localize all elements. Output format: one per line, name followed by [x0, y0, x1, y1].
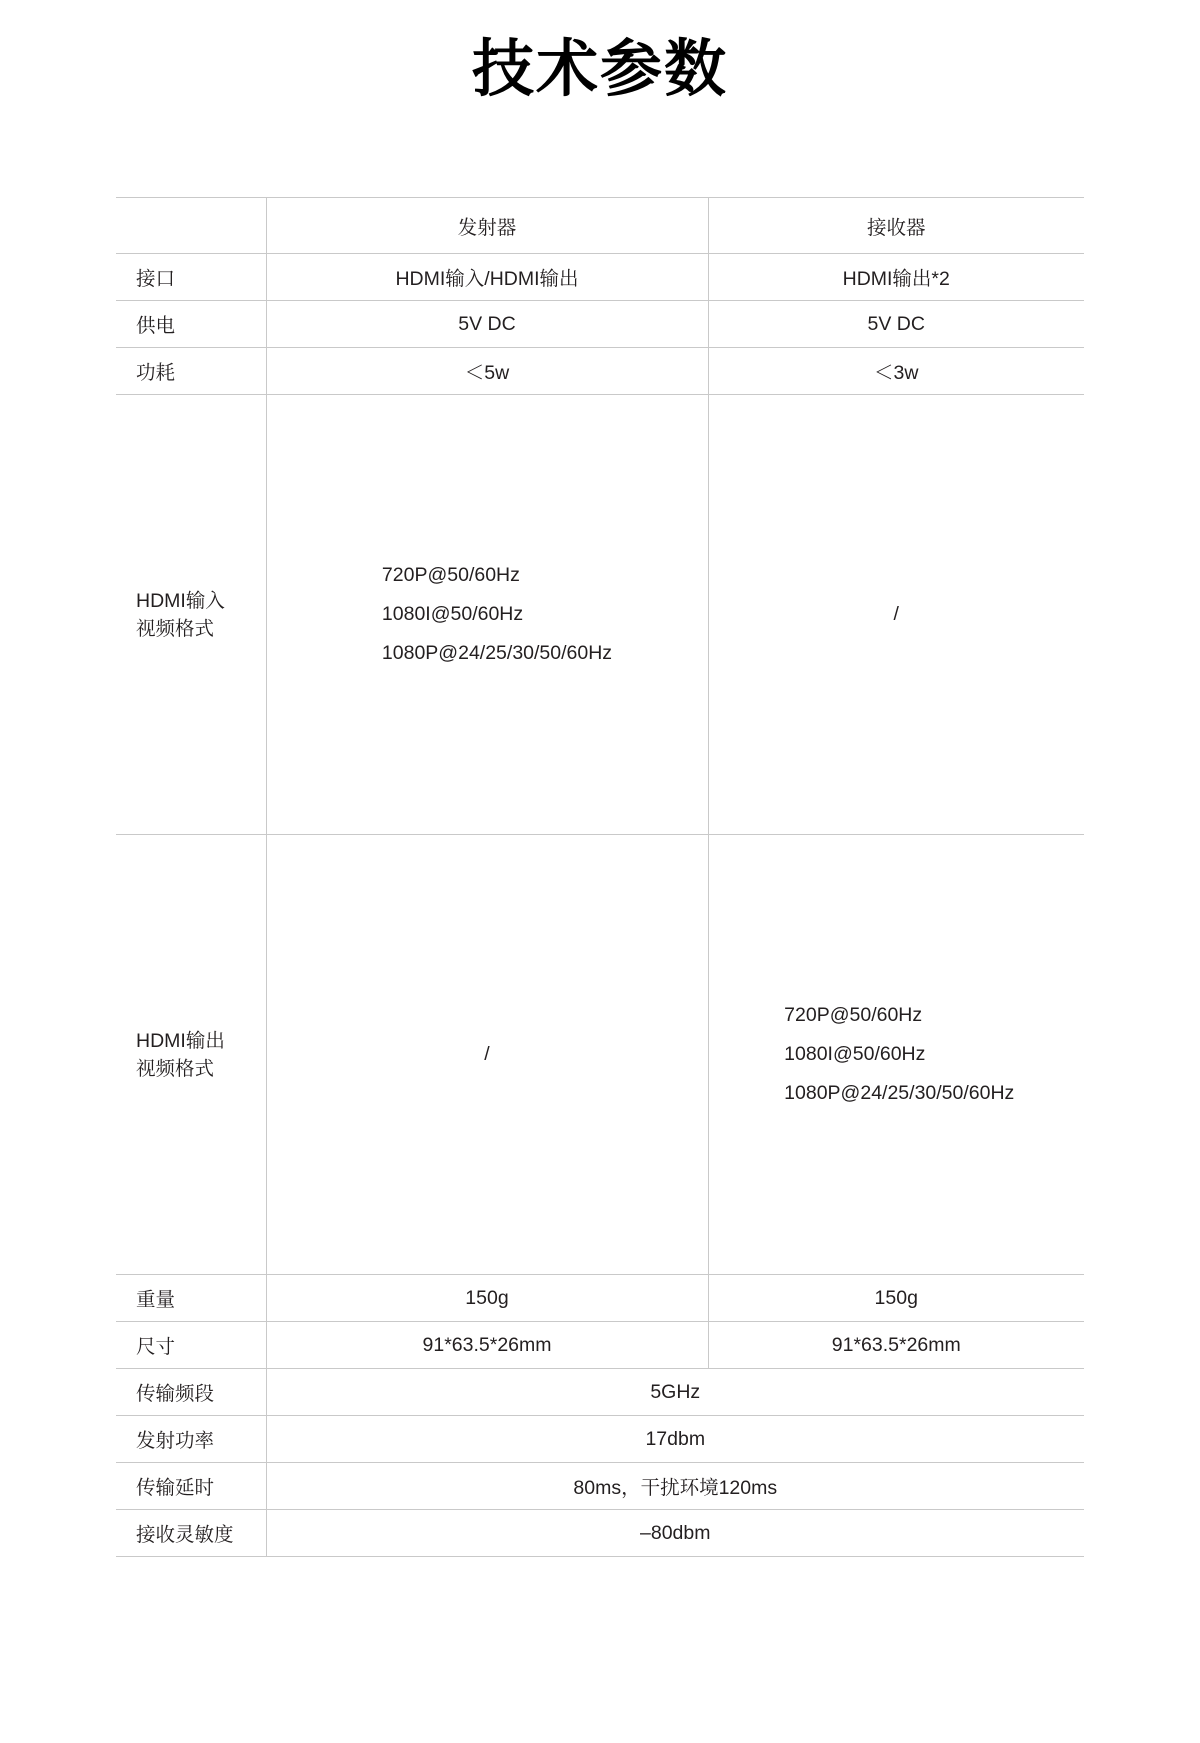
table-row [116, 395, 1084, 835]
table-row [116, 1416, 1084, 1463]
row-label-interface: 接口 [116, 254, 266, 301]
row-label-power-supply: 供电 [116, 301, 266, 348]
video-format-line: 720P@50/60Hz [784, 1004, 923, 1027]
video-format-line: 1080I@50/60Hz [381, 603, 524, 626]
row-label-hdmi-output-video-format [116, 835, 266, 1275]
cell-receiver-weight: 150g [708, 1275, 1084, 1322]
row-label-line2: 视频格式 [136, 617, 215, 640]
cell-transmitter-hdmi-output-video-format: / [266, 835, 708, 1275]
table-row [116, 301, 1084, 348]
cell-transmission-band: 5GHz [266, 1369, 1084, 1416]
row-label-line1: HDMI输入 [136, 589, 225, 612]
table-row [116, 1369, 1084, 1416]
row-label-hdmi-input-video-format [116, 395, 266, 835]
table-row [116, 1275, 1084, 1322]
cell-transmitter-interface: HDMI输入/HDMI输出 [266, 254, 708, 301]
cell-receiver-power-supply: 5V DC [708, 301, 1084, 348]
video-format-line: 1080P@24/25/30/50/60Hz [784, 1082, 1015, 1105]
table-row [116, 1322, 1084, 1369]
row-label-transmission-band: 传输频段 [116, 1369, 266, 1416]
table-row [116, 348, 1084, 395]
row-label-transmit-power: 发射功率 [116, 1416, 266, 1463]
cell-receiver-power-consumption: ＜3w [708, 348, 1084, 395]
cell-transmitter-hdmi-input-video-format [266, 395, 708, 835]
row-label-power-consumption: 功耗 [116, 348, 266, 395]
video-format-line: 1080P@24/25/30/50/60Hz [381, 642, 613, 665]
table-row [116, 254, 1084, 301]
video-format-line: 720P@50/60Hz [381, 564, 520, 587]
cell-receiver-interface: HDMI输出*2 [708, 254, 1084, 301]
column-header-receiver: 接收器 [708, 198, 1084, 254]
table-row [116, 835, 1084, 1275]
spec-table-container [116, 105, 1084, 1557]
row-label-dimensions: 尺寸 [116, 1322, 266, 1369]
video-format-list [362, 556, 612, 673]
video-format-line: 1080I@50/60Hz [784, 1043, 926, 1066]
row-label-line2: 视频格式 [136, 1057, 215, 1080]
table-row [116, 1510, 1084, 1557]
column-header-blank [116, 198, 266, 254]
table-row [116, 1463, 1084, 1510]
cell-receiver-hdmi-output-video-format [708, 835, 1084, 1275]
cell-transmitter-power-supply: 5V DC [266, 301, 708, 348]
row-label-receive-sensitivity: 接收灵敏度 [116, 1510, 266, 1557]
cell-transmission-latency: 80ms，干扰环境120ms [266, 1463, 1084, 1510]
cell-receiver-hdmi-input-video-format: / [708, 395, 1084, 835]
row-label-weight: 重量 [116, 1275, 266, 1322]
technical-specifications-table [116, 197, 1084, 1557]
table-header-row [116, 198, 1084, 254]
cell-transmitter-dimensions: 91*63.5*26mm [266, 1322, 708, 1369]
cell-receiver-dimensions: 91*63.5*26mm [708, 1322, 1084, 1369]
video-format-list [778, 996, 1014, 1113]
page-title: 技术参数 [471, 35, 728, 104]
cell-receive-sensitivity: –80dbm [266, 1510, 1084, 1557]
cell-transmitter-power-consumption: ＜5w [266, 348, 708, 395]
cell-transmit-power: 17dbm [266, 1416, 1084, 1463]
cell-transmitter-weight: 150g [266, 1275, 708, 1322]
row-label-transmission-latency: 传输延时 [116, 1463, 266, 1510]
column-header-transmitter: 发射器 [266, 198, 708, 254]
row-label-line1: HDMI输出 [136, 1029, 225, 1052]
